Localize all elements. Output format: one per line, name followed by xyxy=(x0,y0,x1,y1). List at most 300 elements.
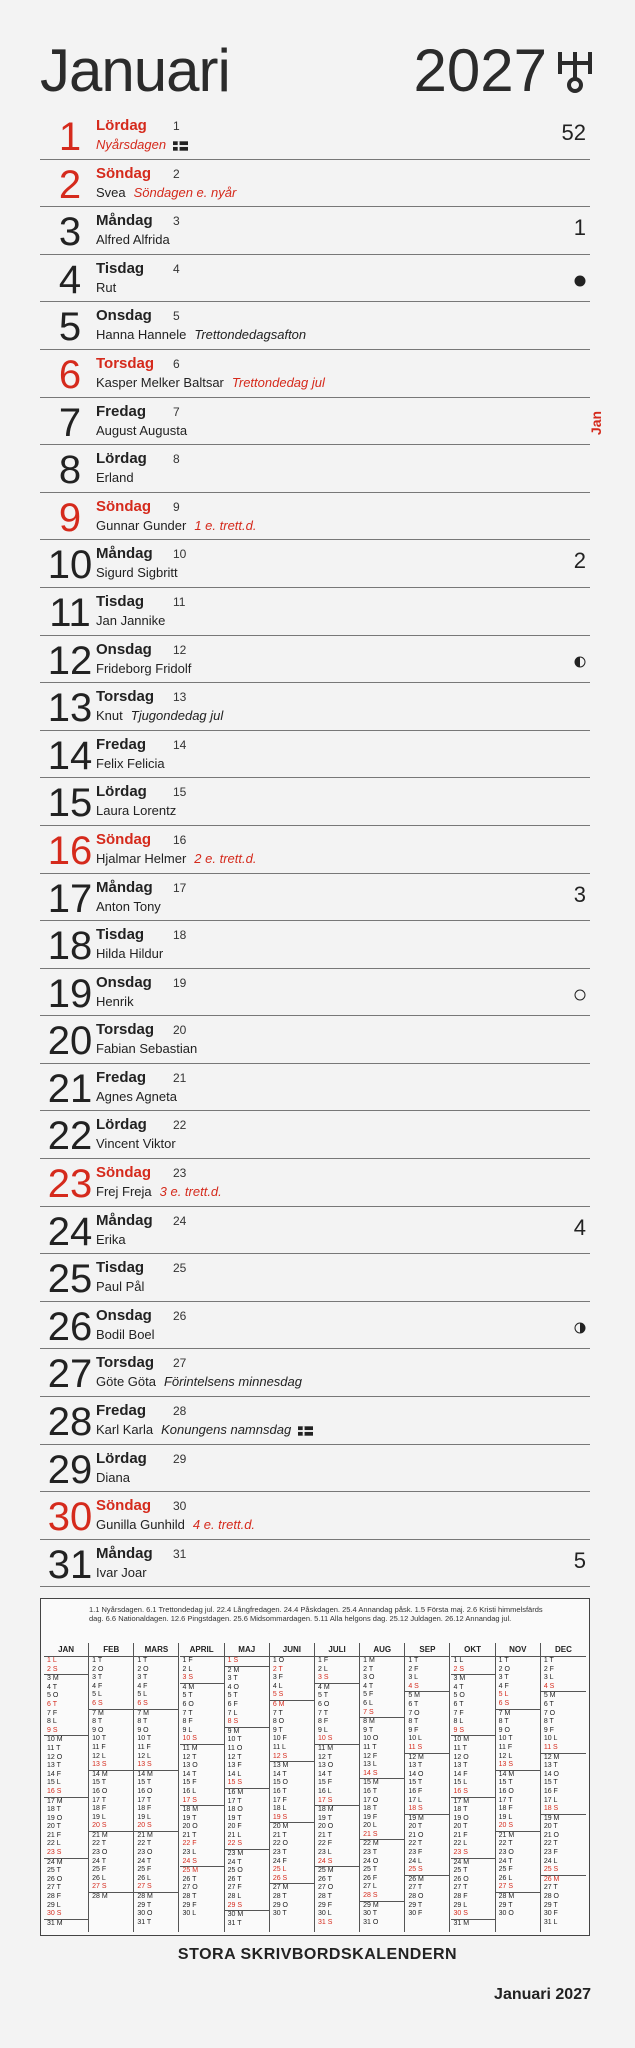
day-row xyxy=(40,778,590,826)
day-row xyxy=(40,207,590,255)
mini-day: 6 T xyxy=(453,1700,464,1708)
day-number: 18 xyxy=(47,924,93,969)
day-small-number: 4 xyxy=(173,261,180,276)
day-small-number: 14 xyxy=(173,737,187,752)
mini-day: 23 L xyxy=(182,1849,197,1857)
day-small-number: 25 xyxy=(173,1261,187,1276)
mini-day: 10 M xyxy=(451,1735,495,1745)
day-small-number: 27 xyxy=(173,1356,187,1371)
name-day-line xyxy=(96,661,191,677)
name-days: Gunnar Gunder xyxy=(96,517,187,533)
week-number: 1 xyxy=(573,215,586,241)
day-note: Nyårsdagen xyxy=(96,137,167,152)
mini-day: 30 O xyxy=(137,1910,153,1918)
mini-day: 3 L xyxy=(543,1674,554,1682)
mini-day: 14 L xyxy=(227,1770,242,1778)
months-grid xyxy=(44,1643,586,1932)
name-days: Hilda Hildur xyxy=(96,946,164,962)
day-small-number: 7 xyxy=(173,404,180,419)
day-note: Tjugondedag jul xyxy=(130,708,224,724)
month-days xyxy=(180,1657,224,1919)
mini-day: 20 M xyxy=(270,1822,314,1832)
month-column xyxy=(360,1643,405,1932)
weekday-label: Måndag xyxy=(96,878,153,896)
weekday-label: Lördag xyxy=(96,1116,147,1134)
mini-day: 31 T xyxy=(227,1919,242,1927)
mini-day: 6 S xyxy=(498,1699,510,1707)
mini-day: 15 S xyxy=(227,1779,243,1787)
day-small-number: 3 xyxy=(173,214,180,229)
mini-day: 16 F xyxy=(543,1787,558,1795)
mini-day: 25 T xyxy=(453,1867,468,1875)
moon-full-icon xyxy=(574,989,586,1001)
day-row xyxy=(40,160,590,208)
day-small-number: 13 xyxy=(173,690,187,705)
mini-day: 3 O xyxy=(363,1674,375,1682)
mini-day: 16 O xyxy=(137,1787,153,1795)
month-name: JUNI xyxy=(270,1643,314,1657)
name-day-line xyxy=(96,375,325,391)
mini-day: 10 T xyxy=(498,1735,513,1743)
mini-day: 12 M xyxy=(541,1753,586,1763)
day-number: 20 xyxy=(47,1019,93,1064)
mini-day: 28 T xyxy=(318,1893,332,1901)
mini-day: 22 T xyxy=(498,1840,513,1848)
mini-day: 12 O xyxy=(453,1753,469,1761)
mini-day: 23 T xyxy=(363,1849,378,1857)
mini-day: 18 F xyxy=(92,1805,107,1813)
month-column xyxy=(225,1643,270,1932)
day-small-number: 31 xyxy=(173,1546,187,1561)
mini-day: 24 T xyxy=(137,1857,152,1865)
mini-day: 28 O xyxy=(543,1893,560,1901)
mini-day: 5 T xyxy=(318,1692,328,1700)
name-days: Henrik xyxy=(96,993,134,1009)
mini-day: 11 T xyxy=(47,1744,61,1752)
moon-first-icon xyxy=(574,656,586,668)
mini-day: 26 L xyxy=(137,1874,151,1882)
day-note: 1 e. trett.d. xyxy=(194,517,257,533)
mini-day: 18 F xyxy=(498,1805,513,1813)
mini-day: 27 O xyxy=(318,1884,334,1892)
mini-day: 20 T xyxy=(543,1823,558,1831)
mini-day: 15 F xyxy=(182,1779,197,1787)
mini-day: 31 S xyxy=(318,1918,333,1926)
month-name: MAJ xyxy=(225,1643,269,1657)
mini-day: 8 F xyxy=(182,1718,193,1726)
mini-day: 28 M xyxy=(89,1892,133,1902)
mini-day: 24 S xyxy=(182,1857,197,1865)
mini-day: 15 L xyxy=(453,1779,468,1787)
mini-day: 18 F xyxy=(137,1805,152,1813)
day-row xyxy=(40,1159,590,1207)
day-small-number: 11 xyxy=(173,594,186,609)
mini-day: 13 S xyxy=(137,1761,152,1769)
month-days xyxy=(360,1657,404,1927)
mini-day: 22 T xyxy=(408,1840,423,1848)
name-day-line xyxy=(96,803,176,819)
mini-day: 4 T xyxy=(47,1683,57,1691)
mini-day: 6 T xyxy=(543,1700,554,1708)
mini-day: 5 O xyxy=(47,1692,59,1700)
month-column xyxy=(270,1643,315,1932)
mini-day: 10 T xyxy=(137,1735,152,1743)
week-number: 4 xyxy=(573,1214,586,1240)
day-number: 10 xyxy=(47,543,93,588)
mini-day: 31 M xyxy=(44,1919,88,1929)
month-days xyxy=(270,1657,314,1919)
mini-day: 3 T xyxy=(227,1675,238,1683)
mini-day: 20 O xyxy=(182,1823,198,1831)
weekday-label: Onsdag xyxy=(96,973,152,991)
weekday-label: Tisdag xyxy=(96,259,145,277)
month-name: OKT xyxy=(451,1643,495,1657)
mini-day: 21 L xyxy=(227,1831,242,1839)
mini-day: 5 T xyxy=(182,1692,193,1700)
mini-day: 4 M xyxy=(315,1683,359,1693)
mini-day: 13 S xyxy=(498,1761,514,1769)
name-day-line xyxy=(96,1041,197,1057)
day-number: 15 xyxy=(47,781,93,826)
day-small-number: 5 xyxy=(173,309,180,324)
mini-day: 9 O xyxy=(137,1726,149,1734)
mini-day: 8 M xyxy=(360,1717,404,1727)
mini-day: 17 L xyxy=(543,1796,558,1804)
mini-day: 30 S xyxy=(453,1910,468,1918)
mini-day: 22 F xyxy=(182,1840,197,1848)
mini-day: 29 S xyxy=(227,1901,243,1909)
weekday-label: Lördag xyxy=(96,1449,147,1467)
month-column xyxy=(405,1643,450,1932)
mini-day: 27 S xyxy=(498,1883,514,1891)
mini-day: 9 F xyxy=(543,1726,554,1734)
mini-day: 29 L xyxy=(47,1901,61,1909)
mini-day: 26 L xyxy=(498,1874,513,1882)
mini-day: 11 S xyxy=(408,1743,423,1751)
mini-day: 18 T xyxy=(363,1805,378,1813)
mini-day: 9 T xyxy=(272,1726,283,1734)
mini-day: 28 F xyxy=(453,1893,468,1901)
day-list xyxy=(40,112,590,1587)
day-row xyxy=(40,540,590,588)
mini-day: 15 M xyxy=(360,1778,404,1788)
mini-day: 2 T xyxy=(272,1665,283,1673)
day-note: Konungens namnsdag xyxy=(161,1422,292,1438)
weekday-label: Måndag xyxy=(96,1211,153,1229)
mini-day: 29 T xyxy=(498,1901,513,1909)
day-small-number: 24 xyxy=(173,1213,187,1228)
day-number: 8 xyxy=(58,448,82,493)
mini-day: 19 L xyxy=(92,1813,106,1821)
mini-day: 27 T xyxy=(47,1884,61,1892)
day-small-number: 21 xyxy=(173,1070,187,1085)
mini-day: 2 F xyxy=(408,1665,419,1673)
mini-day: 22 S xyxy=(227,1840,243,1848)
mini-day: 15 T xyxy=(543,1779,558,1787)
name-days: Hjalmar Helmer xyxy=(96,850,187,866)
mini-day: 14 O xyxy=(408,1770,424,1778)
name-days: Erika xyxy=(96,1231,126,1247)
mini-day: 26 L xyxy=(92,1874,106,1882)
name-day-line xyxy=(96,708,223,724)
day-number: 27 xyxy=(47,1352,93,1397)
day-row xyxy=(40,255,590,303)
mini-day: 23 O xyxy=(137,1849,153,1857)
name-days: Laura Lorentz xyxy=(96,803,177,819)
mini-day: 29 L xyxy=(453,1901,468,1909)
mini-day: 4 L xyxy=(272,1682,283,1690)
year-overview xyxy=(40,1598,590,1936)
day-small-number: 15 xyxy=(173,785,187,800)
mini-day: 1 L xyxy=(453,1657,464,1664)
month-days xyxy=(134,1657,178,1927)
name-day-line xyxy=(96,137,188,153)
day-number: 2 xyxy=(58,162,82,207)
day-small-number: 20 xyxy=(173,1023,187,1038)
mini-day: 10 F xyxy=(272,1735,287,1743)
name-days: Sigurd Sigbritt xyxy=(96,565,178,581)
day-number: 23 xyxy=(47,1162,93,1207)
mini-day: 21 O xyxy=(543,1831,560,1839)
day-row xyxy=(40,1207,590,1255)
mini-day: 22 L xyxy=(453,1840,468,1848)
mini-day: 14 T xyxy=(318,1770,332,1778)
mini-day: 12 M xyxy=(405,1753,449,1763)
mini-day: 20 F xyxy=(227,1823,242,1831)
month-column xyxy=(451,1643,496,1932)
mini-day: 25 F xyxy=(92,1866,107,1874)
mini-day: 14 T xyxy=(272,1770,287,1778)
mini-day: 1 M xyxy=(363,1657,375,1664)
day-row xyxy=(40,112,590,160)
name-day-line xyxy=(96,1232,126,1248)
day-row xyxy=(40,1302,590,1350)
day-number: 31 xyxy=(47,1542,93,1587)
mini-day: 27 S xyxy=(137,1883,152,1891)
mini-day: 30 O xyxy=(498,1910,514,1918)
weekday-label: Fredag xyxy=(96,1402,147,1420)
mini-day: 11 F xyxy=(498,1743,513,1751)
mini-day: 12 F xyxy=(363,1752,378,1760)
mini-day: 7 F xyxy=(47,1709,58,1717)
mini-day: 30 F xyxy=(543,1910,558,1918)
name-days: Göte Göta xyxy=(96,1374,156,1390)
weekday-label: Söndag xyxy=(96,497,151,515)
mini-day: 5 O xyxy=(453,1692,465,1700)
mini-day: 8 T xyxy=(408,1718,419,1726)
mini-day: 29 O xyxy=(272,1901,289,1909)
name-days: Ivar Joar xyxy=(96,1564,147,1580)
day-number: 3 xyxy=(58,210,82,255)
mini-day: 21 F xyxy=(453,1831,468,1839)
mini-day: 1 L xyxy=(47,1657,57,1664)
flag-icon xyxy=(298,1426,313,1436)
mini-day: 12 L xyxy=(92,1752,106,1760)
weekday-label: Tisdag xyxy=(96,926,145,944)
name-day-line xyxy=(96,1089,177,1105)
mini-day: 7 M xyxy=(89,1709,133,1719)
name-day-line xyxy=(96,280,116,296)
mini-day: 12 T xyxy=(182,1753,197,1761)
weekday-label: Tisdag xyxy=(96,592,145,610)
day-number: 29 xyxy=(47,1447,93,1492)
mini-day: 9 M xyxy=(225,1727,269,1737)
mini-day: 24 M xyxy=(44,1858,88,1868)
month-column xyxy=(541,1643,586,1932)
mini-day: 23 S xyxy=(453,1849,468,1857)
mini-day: 20 S xyxy=(498,1822,514,1830)
day-number: 12 xyxy=(47,638,93,683)
day-small-number: 29 xyxy=(173,1451,187,1466)
mini-day: 30 M xyxy=(225,1910,269,1920)
mini-day: 7 T xyxy=(272,1709,283,1717)
mini-day: 13 T xyxy=(453,1762,468,1770)
mini-day: 23 O xyxy=(92,1849,108,1857)
mini-day: 11 M xyxy=(180,1744,224,1754)
mini-day: 27 S xyxy=(92,1883,107,1891)
mini-day: 13 T xyxy=(47,1762,61,1770)
mini-day: 6 O xyxy=(182,1700,194,1708)
month-name: JULI xyxy=(315,1643,359,1657)
day-row xyxy=(40,302,590,350)
mini-day: 20 T xyxy=(47,1823,61,1831)
day-number: 25 xyxy=(47,1257,93,1302)
mini-day: 16 T xyxy=(363,1787,378,1795)
mini-day: 9 L xyxy=(318,1726,328,1734)
name-days: Vincent Viktor xyxy=(96,1136,176,1152)
mini-day: 6 O xyxy=(318,1700,330,1708)
mini-day: 21 M xyxy=(496,1831,540,1841)
mini-day: 20 S xyxy=(137,1822,152,1830)
day-small-number: 6 xyxy=(173,356,180,371)
mini-day: 19 M xyxy=(405,1814,449,1824)
mini-day: 20 O xyxy=(318,1823,334,1831)
mini-day: 9 L xyxy=(182,1726,193,1734)
mini-day: 19 S xyxy=(272,1813,288,1821)
mini-day: 15 O xyxy=(272,1779,289,1787)
day-number: 21 xyxy=(47,1066,93,1111)
weekday-label: Fredag xyxy=(96,1068,147,1086)
day-number: 13 xyxy=(47,686,93,731)
mini-day: 19 O xyxy=(47,1814,63,1822)
weekday-label: Onsdag xyxy=(96,1306,152,1324)
mini-day: 4 T xyxy=(363,1682,374,1690)
month-name: AUG xyxy=(360,1643,404,1657)
mini-day: 17 T xyxy=(498,1796,513,1804)
side-tab-label: Jan xyxy=(588,410,605,436)
weekday-label: Torsdag xyxy=(96,1354,155,1372)
mini-day: 7 S xyxy=(363,1708,374,1716)
mini-day: 12 L xyxy=(137,1752,151,1760)
name-day-line xyxy=(96,1422,313,1438)
mini-day: 22 T xyxy=(137,1840,152,1848)
mini-day: 5 L xyxy=(137,1691,148,1699)
day-row xyxy=(40,921,590,969)
weekday-label: Onsdag xyxy=(96,640,152,658)
day-row xyxy=(40,1445,590,1493)
mini-day: 13 T xyxy=(408,1762,423,1770)
mini-day: 2 L xyxy=(182,1665,193,1673)
day-note: Förintelsens minnesdag xyxy=(163,1374,303,1390)
name-days: Diana xyxy=(96,1469,130,1485)
mini-day: 28 M xyxy=(134,1892,178,1902)
mini-day: 16 O xyxy=(498,1787,514,1795)
mini-day: 3 L xyxy=(408,1674,419,1682)
day-number: 6 xyxy=(58,352,82,397)
name-day-line xyxy=(96,327,306,343)
name-days: Bodil Boel xyxy=(96,1326,155,1342)
day-small-number: 2 xyxy=(173,166,180,181)
mini-day: 8 L xyxy=(47,1718,57,1726)
mini-day: 2 S xyxy=(453,1665,465,1673)
mini-day: 7 O xyxy=(408,1709,420,1717)
week-number: 5 xyxy=(573,1547,586,1573)
day-row xyxy=(40,636,590,684)
day-row xyxy=(40,1254,590,1302)
day-row xyxy=(40,350,590,398)
mini-day: 8 L xyxy=(453,1718,464,1726)
day-note: 3 e. trett.d. xyxy=(159,1184,222,1200)
day-small-number: 23 xyxy=(173,1166,187,1181)
weekday-label: Tisdag xyxy=(96,1259,145,1277)
footer-title: STORA SKRIVBORDSKALENDERN xyxy=(177,1946,458,1963)
mini-day: 2 T xyxy=(363,1665,374,1673)
mini-day: 14 M xyxy=(89,1770,133,1780)
mini-day: 26 F xyxy=(363,1874,378,1882)
mini-day: 24 T xyxy=(498,1857,513,1865)
mini-day: 29 F xyxy=(318,1901,333,1909)
mini-day: 28 O xyxy=(408,1893,424,1901)
mini-day: 6 L xyxy=(363,1699,373,1707)
mini-day: 4 T xyxy=(453,1683,464,1691)
mini-day: 17 M xyxy=(451,1797,495,1807)
mini-day: 23 L xyxy=(318,1849,332,1857)
month-days xyxy=(315,1657,359,1927)
mini-day: 2 O xyxy=(137,1665,149,1673)
mini-day: 25 L xyxy=(272,1866,287,1874)
mini-day: 20 S xyxy=(92,1822,107,1830)
mini-day: 1 T xyxy=(498,1657,509,1664)
moon-last-icon xyxy=(574,1322,586,1334)
mini-day: 2 O xyxy=(92,1665,104,1673)
mini-day: 19 O xyxy=(453,1814,469,1822)
month-column xyxy=(496,1643,541,1932)
mini-day: 19 L xyxy=(498,1813,513,1821)
mini-day: 5 L xyxy=(92,1691,102,1699)
mini-day: 10 S xyxy=(318,1735,333,1743)
mini-day: 24 O xyxy=(363,1857,379,1865)
mini-day: 29 T xyxy=(137,1901,152,1909)
mini-day: 13 T xyxy=(543,1762,558,1770)
mini-day: 1 T xyxy=(543,1657,554,1664)
mini-day: 23 S xyxy=(47,1849,62,1857)
month-title: Januari xyxy=(40,37,230,104)
mini-day: 18 M xyxy=(315,1805,359,1815)
mini-day: 15 L xyxy=(47,1779,61,1787)
mini-day: 1 T xyxy=(137,1657,148,1664)
mini-day: 18 M xyxy=(180,1805,224,1815)
mini-day: 19 T xyxy=(318,1814,332,1822)
mini-day: 8 O xyxy=(272,1718,285,1726)
name-days: Erland xyxy=(96,470,134,486)
mini-day: 8 F xyxy=(318,1718,329,1726)
mini-day: 2 F xyxy=(543,1665,554,1673)
mini-day: 17 M xyxy=(44,1797,88,1807)
day-number: 14 xyxy=(47,733,93,778)
mini-day: 30 T xyxy=(363,1910,378,1918)
name-day-line xyxy=(96,1327,155,1343)
mini-day: 26 M xyxy=(541,1875,586,1885)
